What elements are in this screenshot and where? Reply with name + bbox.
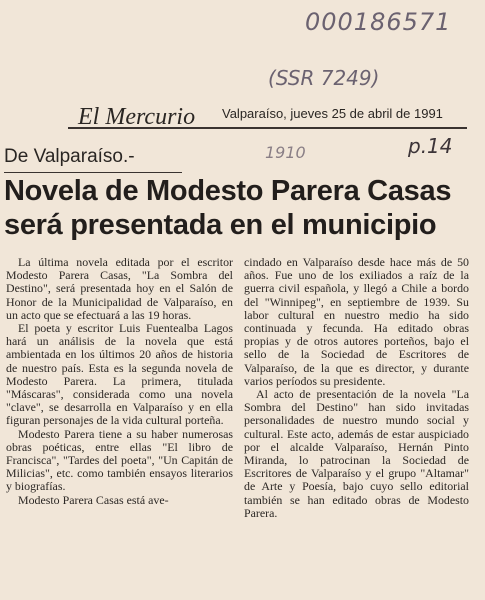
handwritten-year-note: 1910 (265, 143, 306, 162)
handwritten-page-note: p.14 (408, 134, 453, 158)
handwritten-catalog-code: (SSR 7249) (268, 66, 380, 90)
headline (4, 174, 482, 242)
article-paragraph: El poeta y escritor Luis Fuentealba Lagos hará un análisis de la novela que está ambientada en los últimos 20 años de historia de nuestro país. Esta es la segunda novela de Modesto Parera. La primera, titulada "Máscaras", considerada como una novela "clave", se desarrolla en Valparaíso y en ella figuran personajes de la vida cultural porteña. (6, 321, 233, 428)
article-paragraph: La última novela editada por el escritor Modesto Parera Casas, "La Sombra del Destino", será presentada hoy en el Salón de Honor de la Municipalidad de Valparaíso, en un acto que se efectuará a las 19 horas. (6, 255, 233, 322)
handwritten-id-number: 000186571 (305, 8, 452, 36)
article-column-left (6, 256, 233, 507)
masthead-rule (68, 127, 467, 129)
section-label: De Valparaíso.- (4, 146, 135, 167)
article-paragraph: Modesto Parera tiene a su haber numerosas obras poéticas, entre ellas "El libro de Francisca", "Tardes del poeta", "Un Capitán de Milicias", etc. como también ensayos literarios y biografías. (6, 426, 233, 494)
dateline: Valparaíso, jueves 25 de abril de 1991 (222, 106, 443, 121)
article-paragraph: Al acto de presentación de la novela "La Sombra del Destino" han sido invitadas personalidades de nuestro mundo social y cultural. Este acto, además de estar auspiciado por el alcalde Valparaíso, Hernán Pinto Miranda, lo patrocinan la Sociedad de Escritores de Valparaíso y el grupo "Altamar" de Arte y Poesía, bajo cuyo sello editorial también se han editado obras de Modesto Parera. (244, 387, 469, 520)
article-paragraph: Modesto Parera Casas está ave- (18, 492, 169, 507)
section-rule (4, 172, 182, 173)
newspaper-name: El Mercurio (78, 104, 196, 130)
headline-line-2: será presentada en el municipio (4, 209, 437, 241)
article-column-right (244, 256, 469, 520)
headline-line-1: Novela de Modesto Parera Casas (4, 175, 452, 207)
article-paragraph: cindado en Valparaíso desde hace más de 50 años. Fue uno de los exiliados a raíz de la guerra civil española, y llegó a Chile a bordo del "Winnipeg", en septiembre de 1939. Su labor cultural en nuestro medio ha sido continuada y fecunda. Ha editado obras propias y de otros autores porteños, bajo el sello de la Sociedad de Escritores de Valparaíso, de la que es director, y durante varios períodos su presidente. (244, 255, 469, 388)
